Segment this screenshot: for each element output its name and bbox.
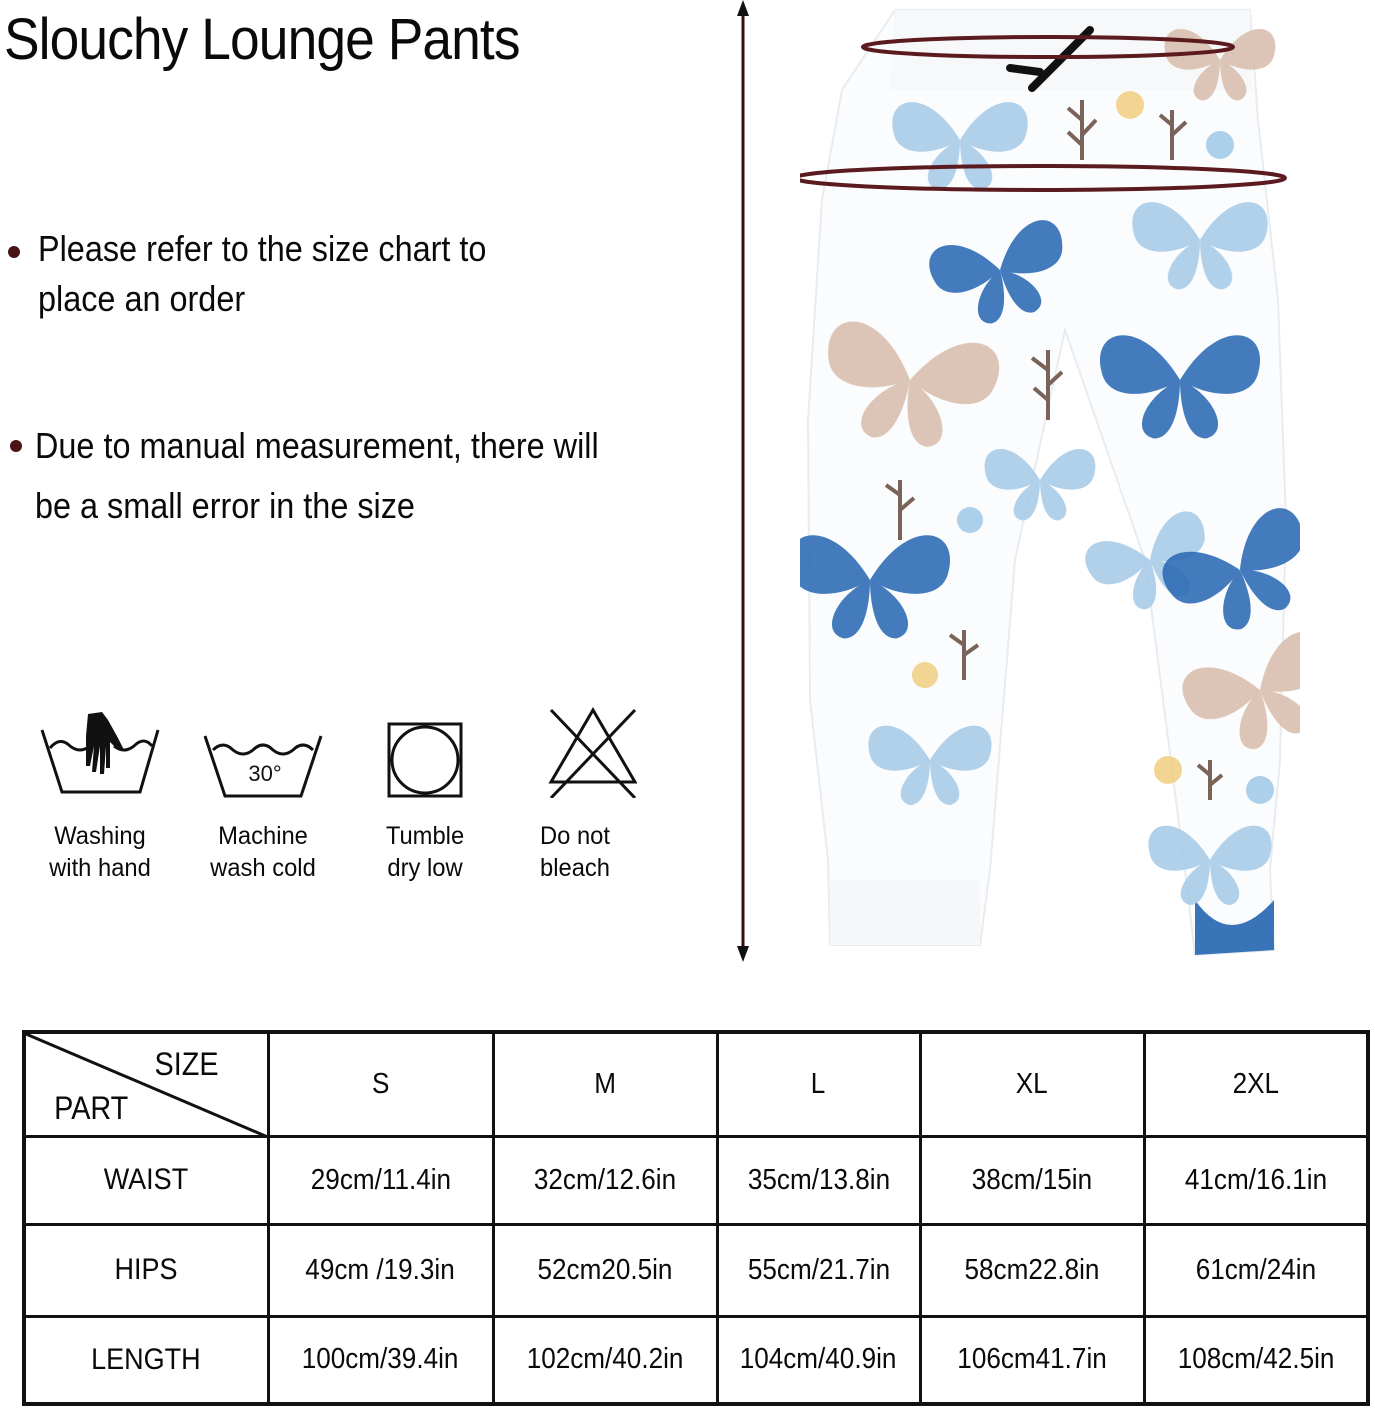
size-col-2xl: 2XL (1144, 1032, 1368, 1136)
machine-wash-30-icon (201, 706, 325, 798)
size-chart-table (22, 1030, 1370, 1406)
care-label-line: bleach (539, 854, 610, 882)
bullet-dot (10, 440, 22, 452)
note-measurement-error (35, 416, 599, 536)
part-label-cell: HIPS (24, 1224, 268, 1316)
size-col-s: S (268, 1032, 493, 1136)
table-cell: 108cm/42.5in (1144, 1316, 1368, 1404)
care-label-line: Washing (54, 822, 146, 850)
table-cell: 32cm/12.6in (493, 1136, 717, 1224)
care-machine-wash (183, 706, 343, 884)
table-cell: 61cm/24in (1144, 1224, 1368, 1316)
table-cell: 49cm /19.3in (268, 1224, 493, 1316)
care-no-bleach (495, 706, 655, 884)
table-cell: 100cm/39.4in (268, 1316, 493, 1404)
pants-illustration (800, 0, 1300, 970)
note-size-chart (38, 224, 486, 324)
do-not-bleach-icon (513, 706, 637, 798)
note-line: place an order (38, 278, 246, 319)
care-label-line: Machine (218, 822, 308, 850)
note-line: be a small error in the size (35, 485, 415, 526)
care-label-line: Tumble (385, 822, 465, 850)
note-line: Please refer to the size chart to (38, 228, 487, 269)
length-arrow-icon (736, 0, 750, 962)
tumble-dry-low-icon (363, 706, 487, 798)
table-row-waist (24, 1136, 1368, 1224)
table-cell: 38cm/15in (920, 1136, 1144, 1224)
corner-size-label: SIZE (154, 1046, 219, 1082)
care-label-line: wash cold (210, 854, 316, 882)
wash-temperature: 30° (248, 761, 282, 786)
care-tumble-dry (345, 706, 505, 884)
care-hand-wash (20, 706, 180, 884)
size-header-row (24, 1032, 1368, 1136)
note-line: Due to manual measurement, there will (35, 425, 599, 466)
table-cell: 104cm/40.9in (717, 1316, 920, 1404)
care-label-line: Do not (539, 822, 610, 850)
bullet-dot (8, 246, 20, 258)
table-cell: 35cm/13.8in (717, 1136, 920, 1224)
table-cell: 52cm20.5in (493, 1224, 717, 1316)
corner-part-label: PART (54, 1089, 129, 1126)
page-title: Slouchy Lounge Pants (4, 7, 520, 72)
care-label-line: with hand (49, 854, 151, 882)
table-cell: 58cm22.8in (920, 1224, 1144, 1316)
size-col-l: L (717, 1032, 920, 1136)
table-row-hips (24, 1224, 1368, 1316)
size-col-xl: XL (920, 1032, 1144, 1136)
hand-wash-icon (38, 706, 162, 798)
table-cell: 55cm/21.7in (717, 1224, 920, 1316)
part-label-cell: WAIST (24, 1136, 268, 1224)
size-col-m: M (493, 1032, 717, 1136)
table-row-length (24, 1316, 1368, 1404)
table-cell: 41cm/16.1in (1144, 1136, 1368, 1224)
table-cell: 102cm/40.2in (493, 1316, 717, 1404)
care-label-line: dry low (387, 854, 463, 882)
part-label-cell: LENGTH (24, 1316, 268, 1404)
table-cell: 106cm41.7in (920, 1316, 1144, 1404)
corner-cell (24, 1032, 268, 1136)
table-cell: 29cm/11.4in (268, 1136, 493, 1224)
